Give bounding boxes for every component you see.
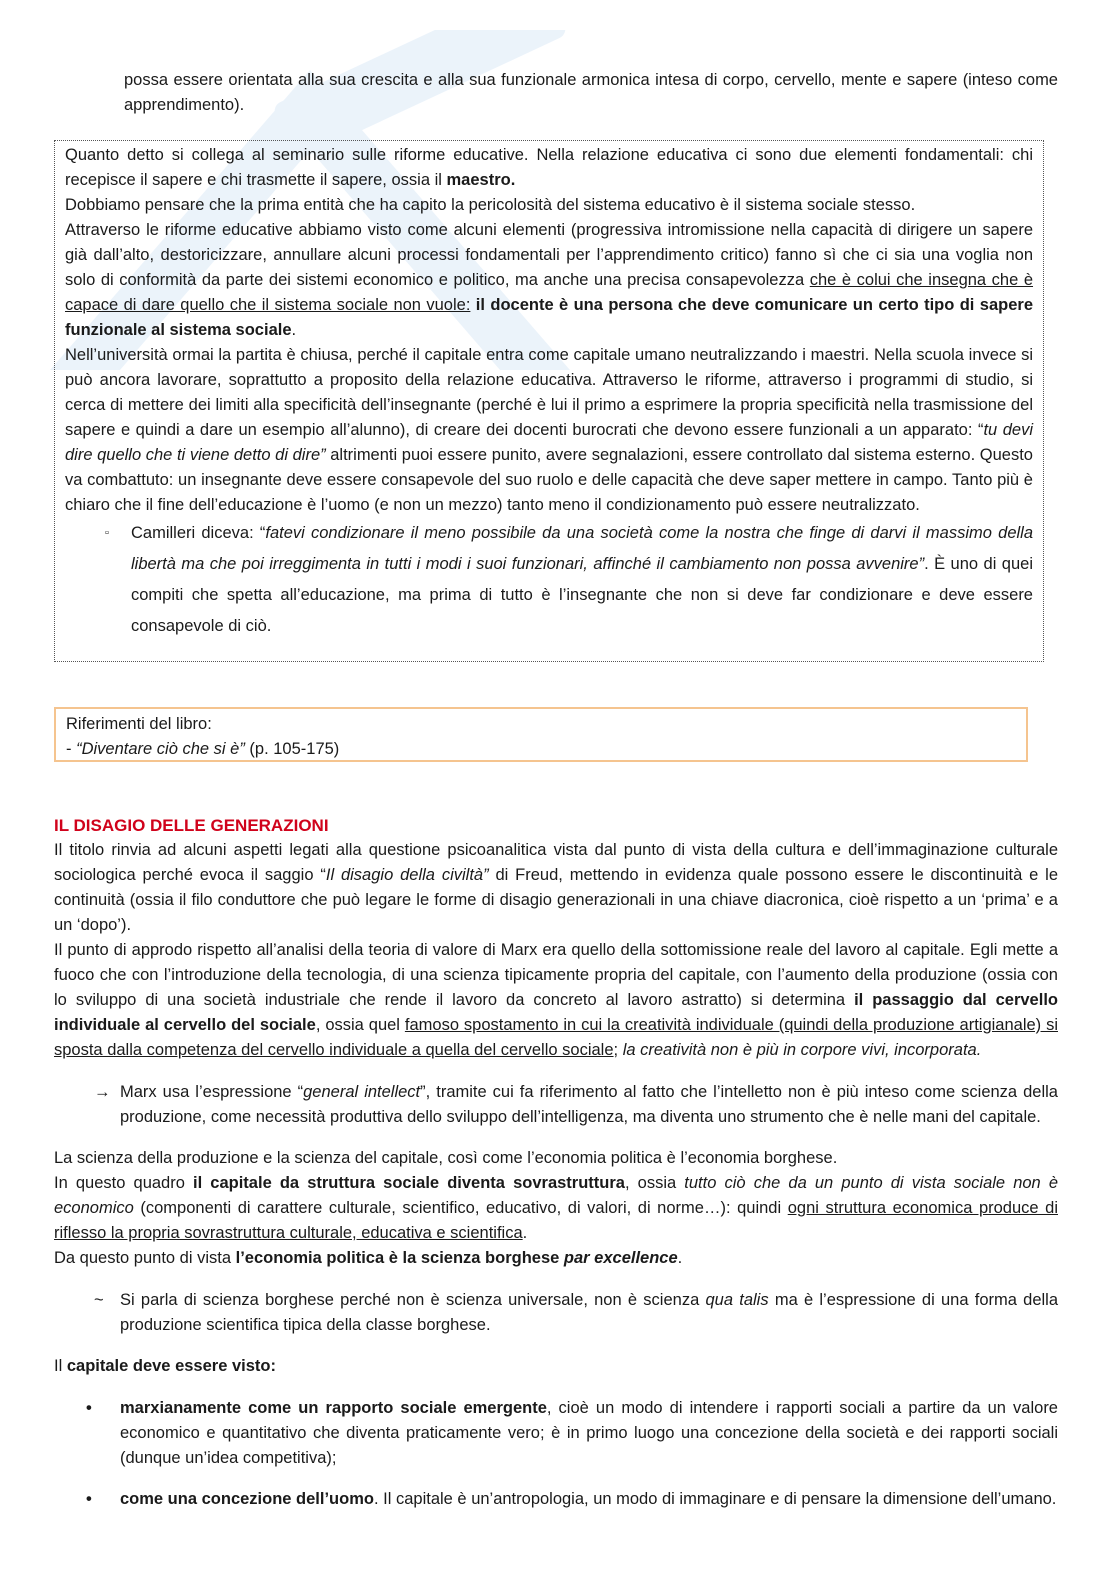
arrow-right-icon: → xyxy=(94,1082,111,1101)
section-paragraph-5: Da questo punto di vista l’economia politica è la scienza borghese par excellence. xyxy=(54,1249,683,1267)
book-references-box xyxy=(54,707,1028,762)
square-bullet-icon: ▫ xyxy=(105,527,109,539)
section-heading: IL DISAGIO DELLE GENERAZIONI xyxy=(54,816,329,835)
box-paragraph-3: Attraverso le riforme educative abbiamo visto come alcuni elementi (progressiva intromissione nella capacità di dirigere un sapere già dall’alto, destoricizzare, annullare alcuni processi fondamentali per l’apprendimento critico) fanno sì che ci sia una voglia non solo di conformità da parte dei sistemi economico e politico, ma anche una precisa consapevolezza che è colui che insegna che è capace di dare quello che il sistema sociale non vuole: il docente è una persona che deve comunicare un certo tipo di sapere funzionale al sistema sociale. xyxy=(65,221,1034,339)
notes-box xyxy=(54,140,1044,662)
list-item: • marxianamente come un rapporto sociale emergente, cioè un modo di intendere i rapporti sociali a partire da un valore economico e quantitativo che diventa praticamente vero; è in primo luogo una concezione della società e dei rapporti sociali (dunque un’idea competitiva); xyxy=(54,1396,1058,1471)
camilleri-quote: ▫ Camilleri diceva: “fatevi condizionare il meno possibile da una società come la nostra che finge di darvi il massimo della libertà ma che poi irreggimenta in tutti i modi i suoi funzionari, affinché il cambiamento non possa avvenire”. È uno di quei compiti che spetta all’educazione, ma prima di tutto è l’insegnante che non si deve far condizionare e deve essere consapevole di ciò. xyxy=(65,518,1033,642)
references-label: Riferimenti del libro: xyxy=(66,715,212,733)
section-disagio xyxy=(54,813,1058,1529)
reference-item: - “Diventare ciò che si è” (p. 105-175) xyxy=(66,740,340,758)
scienza-borghese-item: ~ Si parla di scienza borghese perché non è scienza universale, non è scienza qua talis ma è l’espressione di una forma della produzione scientifica tipica della classe borghese. xyxy=(54,1288,1058,1338)
box-paragraph-4: Nell’università ormai la partita è chiusa, perché il capitale entra come capitale umano neutralizzando i maestri. Nella scuola invece si può ancora lavorare, soprattutto a proposito della relazione educativa. Attraverso le riforme, attraverso i programmi di studio, si cerca di mettere dei limiti alla specificità dell’insegnante (perché è lui il primo a esprimere la propria specificità nella trasmissione del sapere e quindi a dare un esempio all’alunno), di creare dei docenti burocrati che devono essere funzionali a un apparato: “tu devi dire quello che ti viene detto di dire” altrimenti puoi essere punito, avere segnalazioni, essere controllato dal sistema esterno. Questo va combattuto: un insegnante deve essere consapevole del suo ruolo e delle capacità che deve saper mettere in campo. Tanto più è chiaro che il fine dell’educazione è l’uomo (e non un mezzo) tanto meno il condizionamento può essere neutralizzato. xyxy=(65,346,1033,514)
general-intellect-item: → Marx usa l’espressione “general intellect”, tramite cui fa riferimento al fatto che l’intelletto non è più inteso come scienza della produzione, come necessità produttiva dello sviluppo dell’intelligenza, ma diventa uno strumento che è nelle mani del capitale. xyxy=(54,1080,1058,1130)
section-paragraph-2: Il punto di approdo rispetto all’analisi della teoria di valore di Marx era quello della sottomissione reale del lavoro al capitale. Egli mette a fuoco che con l’introduzione della tecnologia, di una scienza tipicamente propria del capitale, con l’aumento della produzione (ossia con lo sviluppo di una società industriale che rende il lavoro da concreto al lavoro astratto) si determina il passaggio dal cervello individuale al cervello del sociale, ossia quel famoso spostamento in cui la creatività individuale (quindi della produzione artigianale) si sposta dalla competenza del cervello individuale a quella del cervello sociale; la creatività non è più in corpore vivi, incorporata. xyxy=(54,941,1058,1059)
tilde-icon: ~ xyxy=(94,1290,104,1309)
section-paragraph-6: Il capitale deve essere visto: xyxy=(54,1357,276,1375)
bullet-icon: • xyxy=(86,1490,92,1508)
section-paragraph-3: La scienza della produzione e la scienza del capitale, così come l’economia politica è l’economia borghese. xyxy=(54,1149,838,1167)
intro-paragraph: possa essere orientata alla sua crescita e alla sua funzionale armonica intesa di corpo, cervello, mente e sapere (inteso come apprendimento). xyxy=(124,71,1058,114)
bullet-icon: • xyxy=(86,1398,92,1417)
section-paragraph-1: Il titolo rinvia ad alcuni aspetti legati alla questione psicoanalitica vista dal punto di vista della cultura e dell’immaginazione culturale sociologica perché evoca il saggio “Il disagio della civiltà” di Freud, mettendo in evidenza quale possono essere le discontinuità e le continuità (ossia il filo conduttore che può legare le forme di disagio generazionali in una chiave diacronica, cioè rispetto a un ‘prima’ e a un ‘dopo’). xyxy=(54,841,1058,934)
list-item: • come una concezione dell’uomo. Il capitale è un’antropologia, un modo di immaginare e di pensare la dimensione dell’umano. xyxy=(54,1487,1058,1512)
box-paragraph-2: Dobbiamo pensare che la prima entità che ha capito la pericolosità del sistema educativo è il sistema sociale stesso. xyxy=(65,196,916,214)
section-paragraph-4: In questo quadro il capitale da struttura sociale diventa sovrastruttura, ossia tutto ciò che da un punto di vista sociale non è economico (componenti di carattere culturale, scientifico, educativo, di valori, di norme…): quindi ogni struttura economica produce di riflesso la propria sovrastruttura culturale, educativa e scientifica. xyxy=(54,1174,1059,1242)
box-paragraph-1: Quanto detto si collega al seminario sulle riforme educative. Nella relazione educativa ci sono due elementi fondamentali: chi recepisce il sapere e chi trasmette il sapere, ossia il maestro. xyxy=(65,146,1033,189)
